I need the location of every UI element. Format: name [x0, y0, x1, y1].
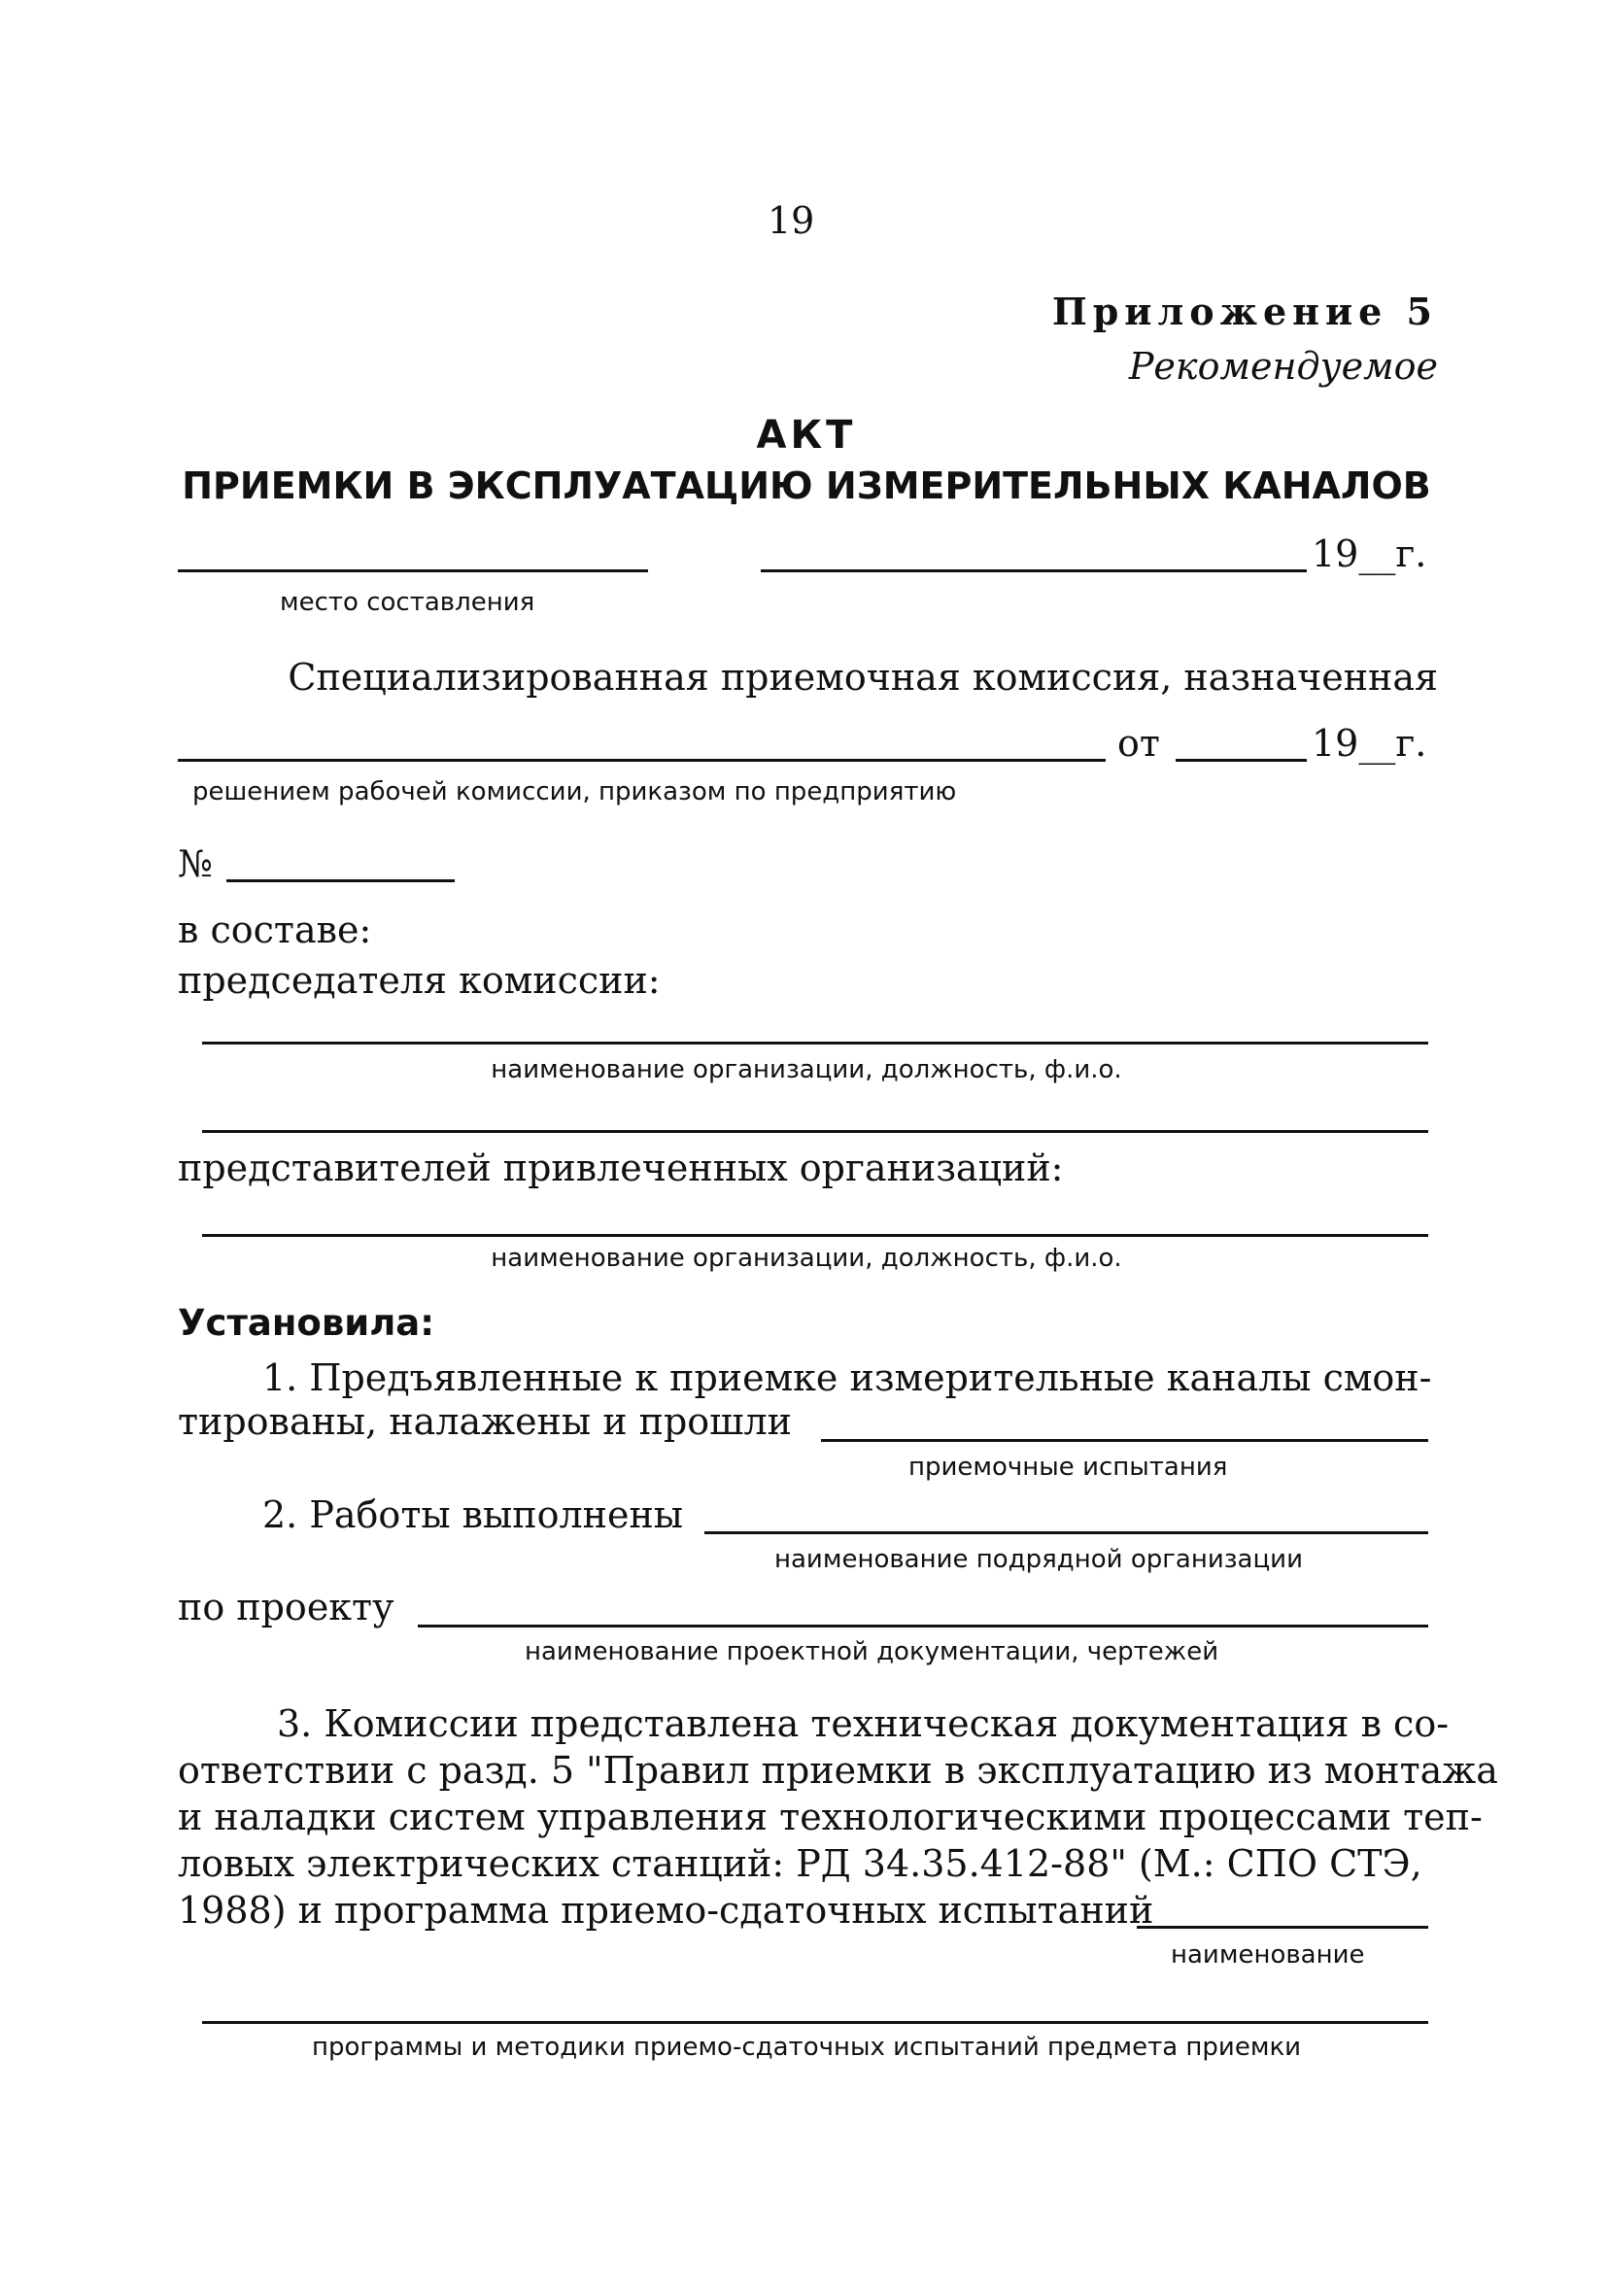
item1-caption: приемочные испытания: [908, 1453, 1228, 1482]
decision-date-line: [1176, 759, 1307, 762]
item3-line: [1137, 1926, 1428, 1929]
chairman-line: [202, 1042, 1428, 1045]
item3-line5: 1988) и программа приемо-сдаточных испытаний: [178, 1889, 1154, 1932]
place-caption: место составления: [280, 588, 535, 617]
item3-line1: 3. Комиссии представлена техническая документация в со-: [277, 1702, 1450, 1745]
from-label: от: [1117, 722, 1160, 765]
item2-line: [704, 1531, 1428, 1534]
commission-intro: Специализированная приемочная комиссия, назначенная: [288, 656, 1438, 699]
representatives-caption: наименование организации, должность, ф.и.о.: [491, 1244, 1122, 1273]
chairman-caption: наименование организации, должность, ф.и.о.: [491, 1055, 1122, 1084]
project-line: [418, 1625, 1428, 1628]
number-line: [226, 879, 455, 882]
decision-caption: решением рабочей комиссии, приказом по предприятию: [192, 777, 957, 806]
item3-caption1: наименование: [1171, 1940, 1365, 1970]
item3-line-2: [202, 2021, 1428, 2024]
decision-year-suffix: 19__г.: [1312, 722, 1427, 765]
decision-line: [178, 759, 1106, 762]
date-line: [761, 569, 1307, 572]
date-year-suffix: 19__г.: [1312, 532, 1427, 575]
chairman-label: председателя комиссии:: [178, 959, 661, 1002]
composition-label: в составе:: [178, 908, 372, 951]
item1-line2: тированы, налажены и прошли: [178, 1400, 792, 1443]
place-line: [178, 569, 648, 572]
representatives-label: представителей привлеченных организаций:: [178, 1147, 1064, 1189]
page-number: 19: [768, 199, 815, 242]
item2-caption: наименование подрядной организации: [774, 1545, 1303, 1574]
project-caption: наименование проектной документации, чертежей: [525, 1637, 1219, 1666]
item1-line: [821, 1439, 1428, 1442]
item2-label: 2. Работы выполнены: [262, 1493, 684, 1536]
findings-heading: Установила:: [178, 1302, 435, 1344]
appendix-status: Рекомендуемое: [1128, 345, 1438, 388]
item1-line1: 1. Предъявленные к приемке измерительные каналы смон-: [262, 1356, 1432, 1399]
act-title: АКТ: [756, 413, 857, 458]
chairman-line-2: [202, 1130, 1428, 1133]
item3-line2: ответствии с разд. 5 "Правил приемки в эксплуатацию из монтажа: [178, 1749, 1498, 1792]
act-subtitle: ПРИЕМКИ В ЭКСПЛУАТАЦИЮ ИЗМЕРИТЕЛЬНЫХ КАНАЛОВ: [182, 464, 1431, 507]
representatives-line: [202, 1234, 1428, 1237]
number-sign: №: [178, 842, 213, 885]
item3-line4: ловых электрических станций: РД 34.35.412-88" (М.: СПО СТЭ,: [178, 1842, 1422, 1885]
item3-line3: и наладки систем управления технологическими процессами теп-: [178, 1796, 1483, 1838]
item3-caption2: программы и методики приемо-сдаточных испытаний предмета приемки: [311, 2033, 1302, 2062]
project-label: по проекту: [178, 1586, 394, 1628]
appendix-label: Приложение 5: [1051, 290, 1438, 333]
